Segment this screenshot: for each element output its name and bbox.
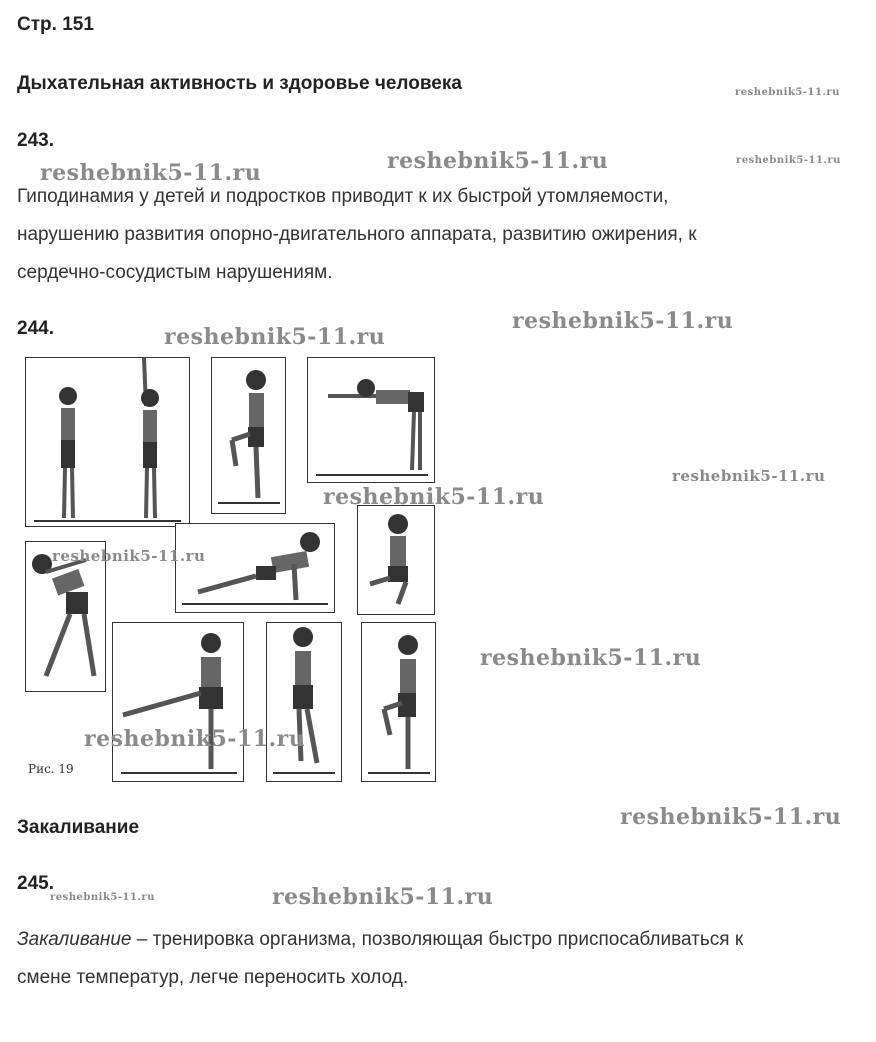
- figure-caption: Рис. 19: [28, 762, 74, 776]
- watermark: reshebnik5-11.ru: [84, 726, 306, 752]
- watermark: reshebnik5-11.ru: [735, 87, 840, 98]
- task-243-line-2: нарушению развития опорно-двигательного аппарата, развитию ожирения, к: [17, 224, 697, 245]
- exercise-frame-3: [307, 357, 435, 483]
- watermark: reshebnik5-11.ru: [512, 308, 734, 334]
- watermark: reshebnik5-11.ru: [40, 160, 262, 186]
- exercise-frame-5: [175, 523, 335, 613]
- exercise-frame-8: [266, 622, 342, 782]
- exercise-figure-forward-bend: [308, 358, 434, 482]
- section-title-breathing: Дыхательная активность и здоровье человека: [17, 73, 462, 94]
- task-243-line-1: Гиподинамия у детей и подростков приводит к их быстрой утомляемости,: [17, 186, 669, 207]
- exercise-figure-marching: [362, 623, 435, 781]
- term-hardening: Закаливание: [17, 929, 132, 950]
- exercise-frame-6: [357, 505, 435, 615]
- exercise-figure-push-up: [176, 524, 334, 612]
- watermark: reshebnik5-11.ru: [480, 645, 702, 671]
- watermark: reshebnik5-11.ru: [387, 148, 609, 174]
- watermark: reshebnik5-11.ru: [736, 155, 841, 166]
- task-245-definition: – тренировка организма, позволяющая быстро приспосабливаться к: [131, 929, 744, 950]
- exercise-frame-7: [112, 622, 244, 782]
- exercise-figure-knee-raise: [212, 358, 285, 513]
- watermark: reshebnik5-11.ru: [164, 324, 386, 350]
- exercise-figure-standing-arm-raise: [26, 358, 189, 526]
- task-243-line-3: сердечно-сосудистым нарушениям.: [17, 262, 333, 283]
- section-title-hardening: Закаливание: [17, 817, 140, 838]
- exercise-figure-leg-swing: [113, 623, 243, 781]
- watermark: reshebnik5-11.ru: [272, 884, 494, 910]
- watermark: reshebnik5-11.ru: [52, 547, 206, 565]
- watermark: reshebnik5-11.ru: [672, 467, 826, 485]
- exercise-frame-2: [211, 357, 286, 514]
- watermark: reshebnik5-11.ru: [323, 484, 545, 510]
- exercise-figure-squat: [358, 506, 434, 614]
- watermark: reshebnik5-11.ru: [620, 804, 842, 830]
- exercise-frame-9: [361, 622, 436, 782]
- task-245-text: [17, 921, 743, 997]
- page-number: Стр. 151: [17, 14, 94, 35]
- task-245-line-2: смене температур, легче переносить холод.: [17, 967, 409, 988]
- task-244-number: 244.: [17, 318, 54, 339]
- watermark: reshebnik5-11.ru: [50, 892, 155, 903]
- task-243-number: 243.: [17, 130, 54, 151]
- exercise-frame-1: [25, 357, 190, 527]
- task-245-line-1: [17, 921, 743, 959]
- task-245-number: 245.: [17, 873, 54, 894]
- task-243-text: [17, 178, 697, 292]
- exercise-figure-jump: [267, 623, 341, 781]
